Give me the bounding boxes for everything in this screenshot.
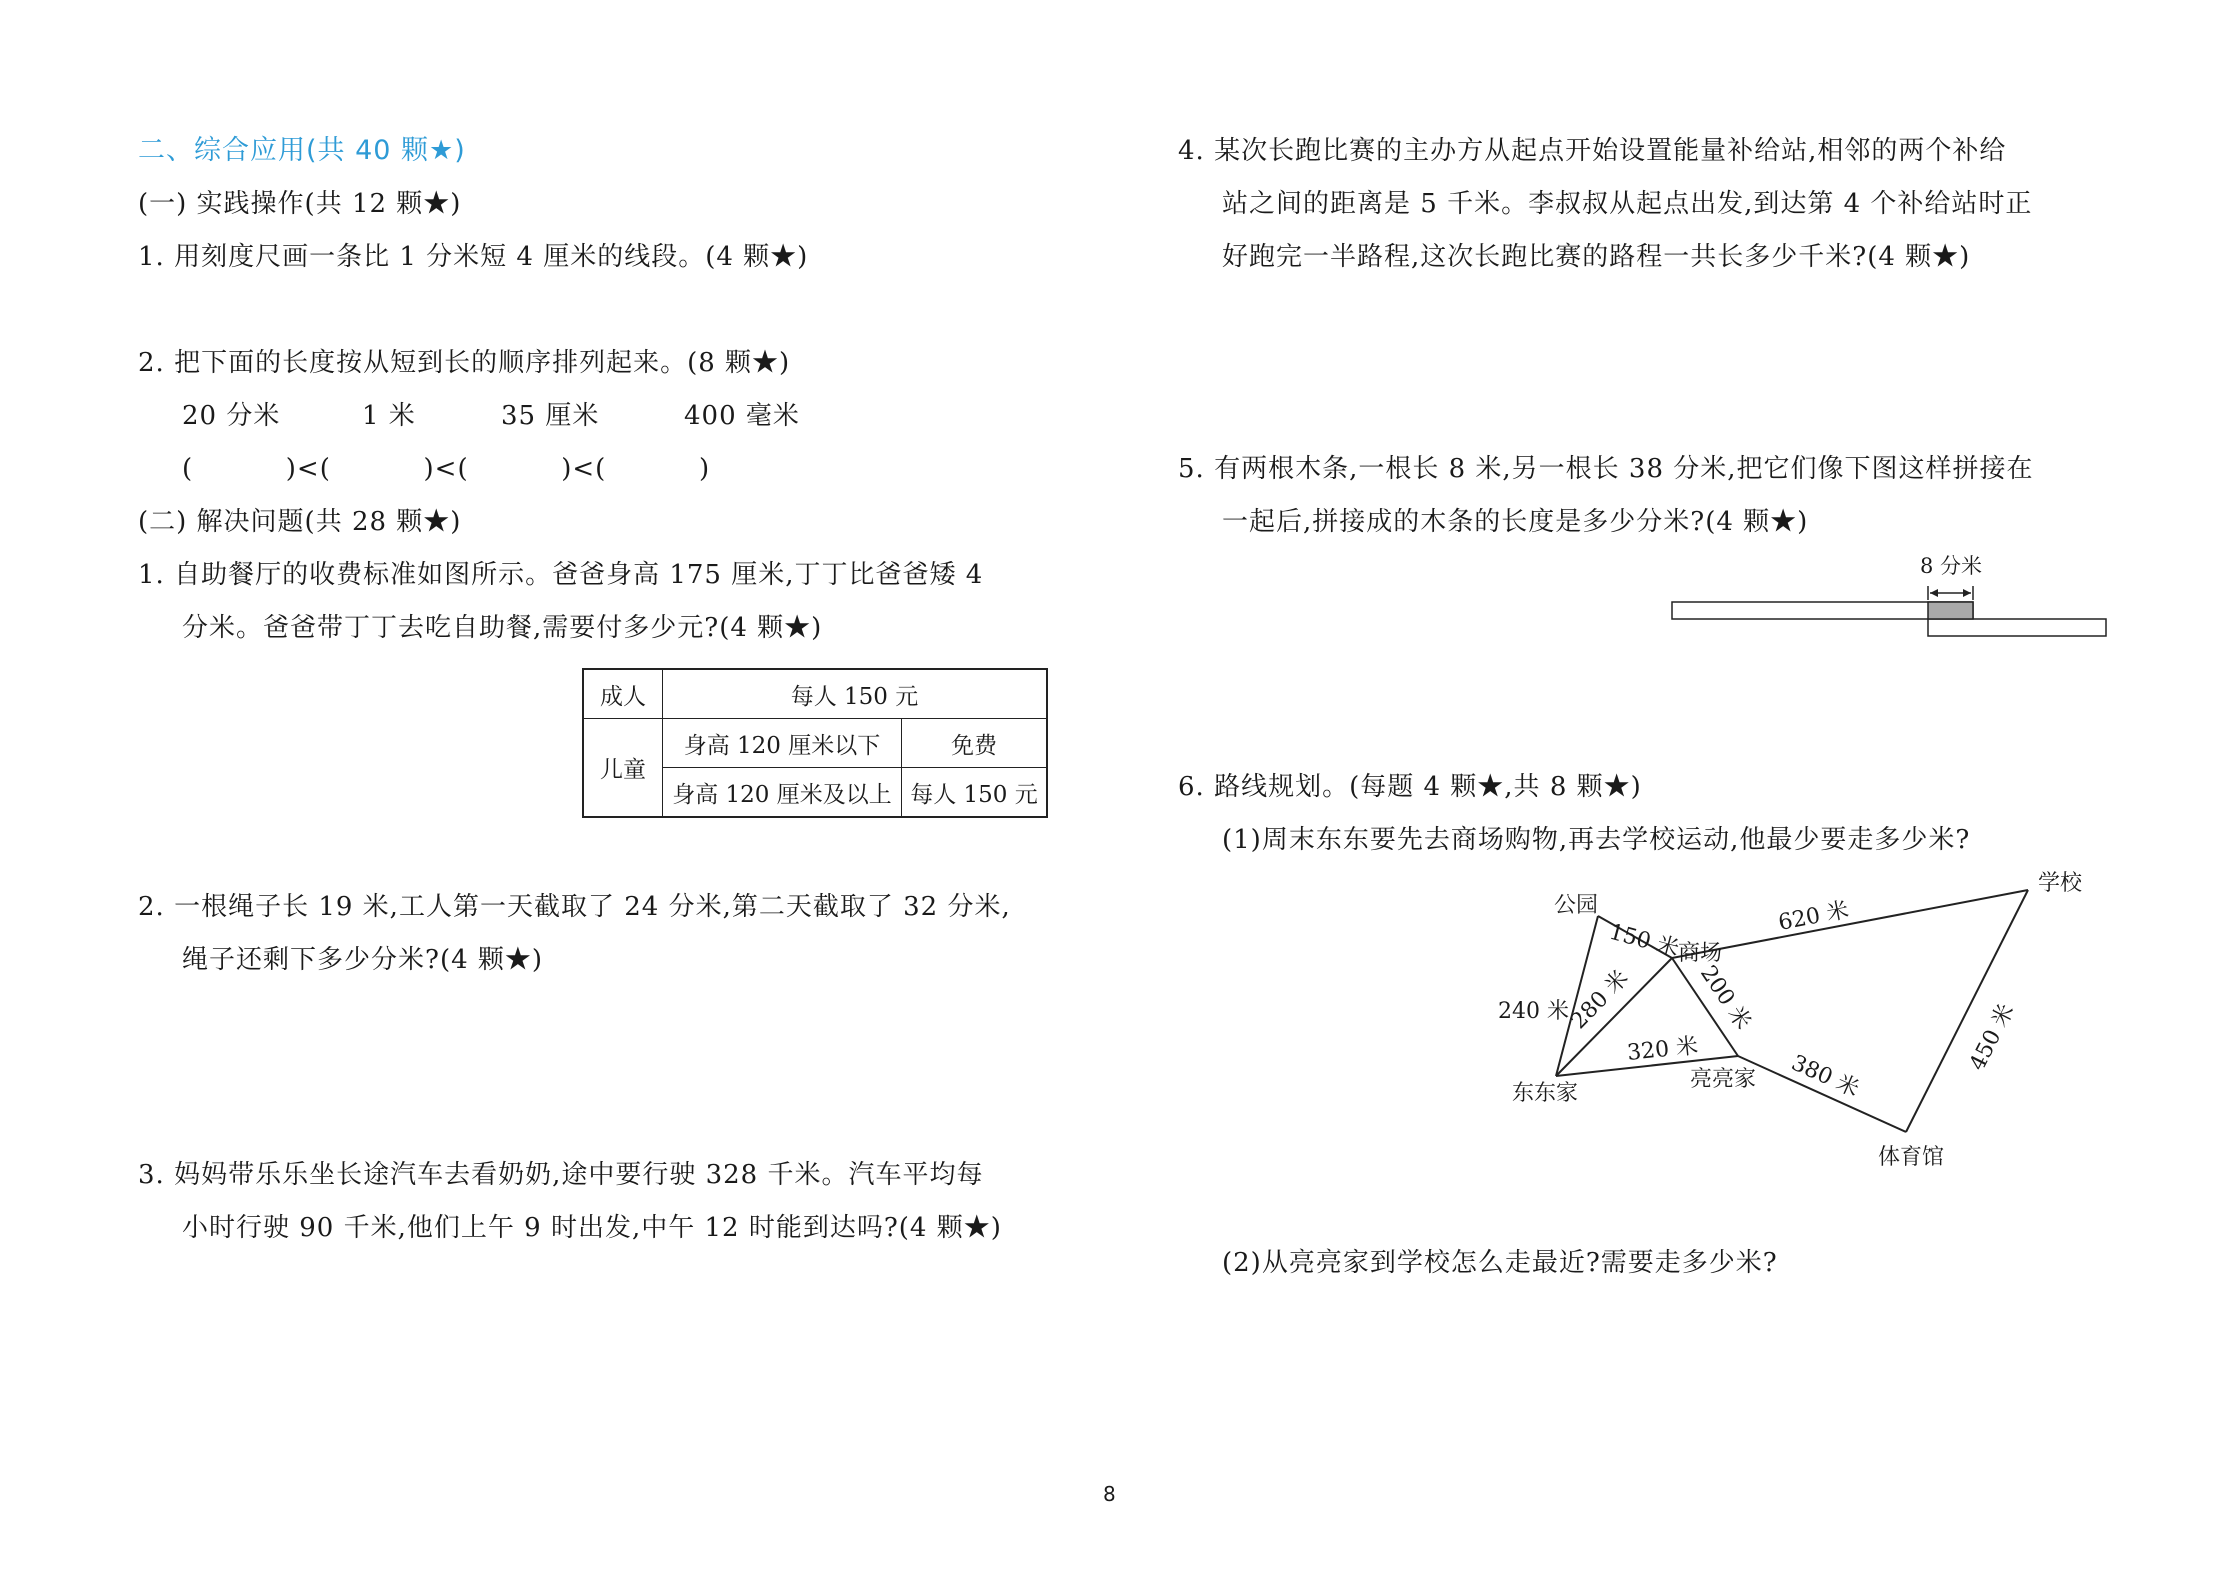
question-4-line2: 站之间的距离是 5 千米。李叔叔从起点出发,到达第 4 个补给站时正 [1222, 189, 2033, 219]
dist-school-gym: 450 米 [1965, 1000, 2020, 1075]
fee-child-label: 儿童 [583, 719, 663, 818]
route-map [1490, 860, 2110, 1190]
node-park: 公园 [1554, 893, 1599, 918]
question-4-line3: 好跑完一半路程,这次长跑比赛的路程一共长多少千米?(4 颗★) [1222, 242, 1971, 272]
fee-child-price-1: 免费 [902, 719, 1048, 768]
short-strip [1928, 619, 2106, 636]
part2-question-3-line1: 3. 妈妈带乐乐坐长途汽车去看奶奶,途中要行驶 328 千米。汽车平均每 [138, 1160, 984, 1190]
part2-question-1-line2: 分米。爸爸带丁丁去吃自助餐,需要付多少元?(4 颗★) [182, 613, 823, 643]
node-school: 学校 [2038, 871, 2083, 896]
question-5-line1: 5. 有两根木条,一根长 8 米,另一根长 38 分米,把它们像下图这样拼接在 [1178, 454, 2034, 484]
node-dongdong: 东东家 [1512, 1081, 1579, 1106]
part1-title: (一) 实践操作(共 12 颗★) [138, 189, 462, 219]
fee-adult-price: 每人 150 元 [663, 669, 1048, 719]
overlap-label: 8 分米 [1920, 554, 1983, 578]
length-item-1: 20 分米 [182, 401, 281, 431]
fee-child-cond-2: 身高 120 厘米及以上 [663, 768, 902, 818]
node-gym: 体育馆 [1878, 1145, 1945, 1170]
dist-liangliang-gym: 380 米 [1787, 1050, 1863, 1103]
length-item-4: 400 毫米 [684, 401, 800, 431]
question-6-sub2: (2)从亮亮家到学校怎么走最近?需要走多少米? [1222, 1248, 1778, 1278]
wood-strips-diagram [1670, 550, 2110, 645]
part1-question-2: 2. 把下面的长度按从短到长的顺序排列起来。(8 颗★) [138, 348, 791, 378]
part2-question-2-line1: 2. 一根绳子长 19 米,工人第一天截取了 24 分米,第二天截取了 32 分米, [138, 892, 1011, 922]
question-5-line2: 一起后,拼接成的木条的长度是多少分米?(4 颗★) [1222, 507, 1809, 537]
node-liangliang: 亮亮家 [1690, 1067, 1757, 1092]
length-item-3: 35 厘米 [501, 401, 600, 431]
fee-child-cond-1: 身高 120 厘米以下 [663, 719, 902, 768]
part2-question-3-line2: 小时行驶 90 千米,他们上午 9 时出发,中午 12 时能到达吗?(4 颗★) [182, 1213, 1002, 1243]
part2-question-2-line2: 绳子还剩下多少分米?(4 颗★) [182, 945, 544, 975]
question-6-title: 6. 路线规划。(每题 4 颗★,共 8 颗★) [1178, 772, 1642, 802]
dist-park-dongdong: 240 米 [1498, 999, 1569, 1024]
part2-title: (二) 解决问题(共 28 颗★) [138, 507, 462, 537]
ordering-blanks: ( )<( )<( )<( ) [182, 454, 711, 484]
section-title: 二、综合应用(共 40 颗★) [138, 135, 466, 166]
length-item-2: 1 米 [362, 401, 416, 431]
fee-child-price-2: 每人 150 元 [902, 768, 1048, 818]
dist-dongdong-liangliang: 320 米 [1626, 1033, 1700, 1066]
page-number: 8 [1103, 1482, 1116, 1506]
dist-mall-school: 620 米 [1776, 897, 1851, 936]
part2-question-1-line1: 1. 自助餐厅的收费标准如图所示。爸爸身高 175 厘米,丁丁比爸爸矮 4 [138, 560, 984, 590]
node-mall: 商场 [1678, 941, 1723, 966]
overlap-region [1928, 602, 1973, 619]
question-4-line1: 4. 某次长跑比赛的主办方从起点开始设置能量补给站,相邻的两个补给 [1178, 136, 2007, 166]
dist-park-mall: 150 米 [1606, 919, 1682, 963]
fee-adult-label: 成人 [583, 669, 663, 719]
part1-question-1: 1. 用刻度尺画一条比 1 分米短 4 厘米的线段。(4 颗★) [138, 242, 809, 272]
dist-mall-liangliang: 200 米 [1695, 961, 1756, 1035]
question-6-sub1: (1)周末东东要先去商场购物,再去学校运动,他最少要走多少米? [1222, 825, 1971, 855]
edge-mall-school [1672, 890, 2028, 958]
fee-table [582, 668, 1048, 818]
dist-dongdong-mall: 280 米 [1566, 965, 1634, 1035]
